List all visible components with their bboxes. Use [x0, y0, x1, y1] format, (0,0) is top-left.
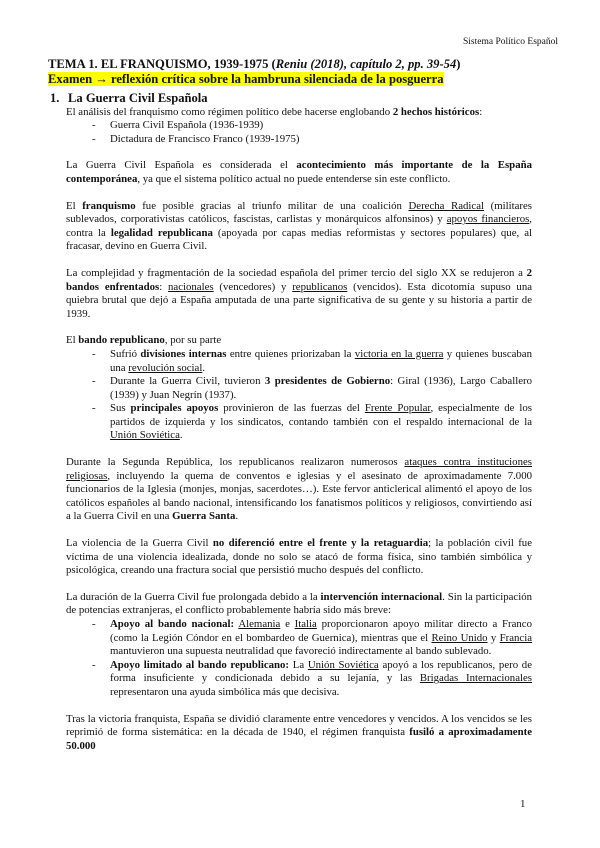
underlined-run: Francia — [499, 631, 533, 644]
text-run: , incluyendo la quema de conventos e iglesias y el asesinato de aproximadamente 7.000 funcionarios de la Iglesia (monjes, monjas, sacerdotes…). Este fervor anticlerical alimentó el apoyo de los católicos españoles al bando nacional, intensificando los fanatismos políticos y religiosos, convirtiendo así a la Guerra Civil en una — [66, 469, 532, 523]
bold-run: acontecimiento más importante de la España contemporánea — [66, 159, 532, 185]
text-run: (apoyada por capas medias reformistas y sectores populares) que, al fracasar, devino en Guerra Civil. — [66, 226, 533, 253]
bold-run: legalidad republicana — [110, 226, 213, 239]
underlined-run: Unión Soviética — [307, 658, 379, 671]
bold-run: bando republicano — [78, 334, 165, 347]
republicano-list — [66, 348, 532, 443]
text-run: Durante la Guerra Civil, tuvieron — [110, 375, 265, 388]
text-run: . — [235, 510, 239, 523]
underlined-run: apoyos financieros — [446, 213, 530, 226]
underlined-run: Italia — [294, 618, 317, 630]
text-run: apoyó a los republicanos, pero de forma insuficiente y condicionada debido a su lejanía, y las — [110, 658, 532, 685]
paragraph-franquismo — [66, 200, 532, 254]
list-item — [92, 348, 532, 375]
text-run: : Giral (1936), Largo Caballero (1939) y Juan Negrín (1937). — [110, 375, 532, 401]
text-run: e — [280, 618, 295, 630]
exam-note-line — [48, 72, 532, 88]
underlined-run: Unión Soviética — [110, 429, 180, 442]
text-run: Tras la victoria franquista, España se dividió claramente entre vencedores y vencidos. A los vencidos se les reprimió de forma sistemática: en la década de 1940, el régimen franquista — [66, 712, 532, 739]
underlined-run: ataques contra instituciones religiosas — [66, 456, 532, 482]
document-title — [48, 57, 532, 72]
text-run: . — [179, 429, 183, 442]
underlined-run: Reino Unido — [431, 631, 488, 644]
list-item: - Guerra Civil Española (1936-1939) — [92, 119, 532, 133]
underlined-run: Frente Popular — [364, 402, 431, 415]
bold-run: intervención internacional — [320, 590, 443, 603]
text-run: La duración de la Guerra Civil fue prolongada debido a la — [66, 590, 321, 603]
underlined-run: victoria en la guerra — [354, 347, 444, 360]
bold-run: 3 presidentes de Gobierno — [264, 375, 391, 388]
bold-run: Apoyo al bando nacional: — [110, 618, 235, 630]
text-run: , por su parte — [164, 334, 222, 347]
section-body — [48, 106, 532, 754]
underlined-run: Brigadas Internacionales — [419, 672, 532, 685]
bold-run: fusiló a aproximadamente 50.000 — [66, 726, 532, 752]
running-header: Sistema Político Español — [463, 37, 558, 47]
text-run: y — [487, 631, 500, 644]
text-run: La — [289, 658, 308, 671]
bold-run: 2 hechos históricos — [392, 105, 480, 118]
text-run: y quienes buscaban una — [110, 347, 532, 374]
section-title: La Guerra Civil Española — [68, 90, 208, 105]
page-content — [48, 57, 532, 753]
text-run: El — [66, 334, 79, 347]
exam-note: Examen → reflexión crítica sobre la hambruna silenciada de la posguerra — [48, 72, 444, 86]
bold-run: 2 bandos enfrentados — [66, 266, 532, 293]
bold-run: Apoyo limitado al bando republicano: — [110, 658, 290, 671]
text-run: representaron una ayuda simbólica más que decisiva. — [110, 685, 340, 698]
paragraph-intervencion — [66, 591, 532, 618]
text-run: entre quienes priorizaban la — [226, 347, 355, 360]
text-run: El análisis del franquismo como régimen político debe hacerse englobando — [66, 105, 393, 118]
text-run: proporcionaron apoyo militar directo a Franco (como la Legión Cóndor en el bombardeo de Guernica), mientras que el — [110, 618, 532, 644]
text-run: (vencidos). Esta dicotomía supuso una quiebra brutal que dejó a España amputada de una parte significativa de su gente y su historia a partir de 1939. — [66, 280, 533, 320]
underlined-run: Alemania — [238, 618, 281, 630]
title-main: TEMA 1. EL FRANQUISMO, 1939-1975 ( — [48, 57, 276, 71]
text-run: La complejidad y fragmentación de la sociedad española del primer tercio del siglo XX se redujeron a — [66, 266, 527, 279]
text-run: , contra la — [66, 213, 532, 239]
text-run: provinieron de las fuerzas del — [218, 402, 365, 415]
text-run: , ya que el sistema político actual no puede entenderse sin este conflicto. — [137, 172, 451, 185]
paragraph-contemporary — [66, 159, 532, 186]
list-item: - Dictadura de Francisco Franco (1939-1975) — [92, 133, 532, 147]
text-run: (militares sublevados, corporativistas católicos, fascistas, carlistas y monárquicos alfonsinos) y — [66, 199, 533, 226]
page-number: 1 — [520, 798, 526, 810]
text-run: . Sin la participación de potencias extranjeras, el conflicto probablemente habría sido más breve: — [66, 590, 532, 617]
text-run: . — [202, 361, 206, 374]
intro-paragraph — [66, 106, 532, 120]
text-run: ; la población civil fue víctima de una violencia idealizada, donde no solo se atacó de forma física, sino también simbólica y psicológica, creando una fractura social que persistió mucho después del conflicto. — [66, 537, 532, 577]
text-run: (vencedores) y — [213, 280, 293, 293]
paragraph-anticlerical — [66, 456, 532, 524]
bold-run: franquismo — [82, 199, 136, 212]
text-run: : — [479, 105, 483, 118]
bold-run: divisiones internas — [140, 347, 227, 360]
section-heading — [48, 91, 532, 106]
list-item — [92, 375, 532, 402]
text-run: : — [159, 280, 169, 293]
intro-list — [66, 119, 532, 146]
section-number: 1. — [50, 90, 60, 105]
text-run: fue posible gracias al triunfo militar de una coalición — [135, 199, 409, 212]
paragraph-represion — [66, 713, 532, 754]
underlined-run: nacionales — [168, 280, 214, 293]
text-run: La violencia de la Guerra Civil — [66, 537, 213, 550]
text-run: Sus — [110, 402, 131, 415]
text-run: Durante la Segunda República, los republicanos realizaron numerosos — [66, 456, 405, 469]
underlined-run: Derecha Radical — [408, 199, 485, 212]
text-run: Sufrió — [110, 347, 141, 360]
bold-run: principales apoyos — [130, 402, 219, 415]
text-run: , especialmente de los partidos de izquierda y los sindicatos, contando también con el respaldo internacional de la — [110, 402, 532, 428]
title-reference: Reniu (2018), capítulo 2, pp. 39-54 — [275, 57, 457, 71]
underlined-run: revolución social — [128, 361, 203, 374]
intervencion-list — [66, 618, 532, 700]
list-item — [92, 402, 532, 443]
paragraph-violencia — [66, 537, 532, 578]
text-run: El — [66, 199, 83, 212]
text-run: mantuvieron una supuesta neutralidad que favoreció indirectamente al bando sublevado. — [110, 645, 492, 658]
bold-run: no diferenció entre el frente y la retaguardia — [212, 537, 429, 550]
list-item — [92, 659, 532, 700]
bold-run: Guerra Santa — [172, 510, 236, 523]
list-item — [92, 618, 532, 659]
paragraph-republicano — [66, 334, 532, 348]
paragraph-bandos — [66, 267, 532, 321]
text-run: La Guerra Civil Española es considerada el — [66, 159, 297, 172]
underlined-run: republicanos — [292, 280, 348, 293]
title-close: ) — [456, 57, 461, 71]
